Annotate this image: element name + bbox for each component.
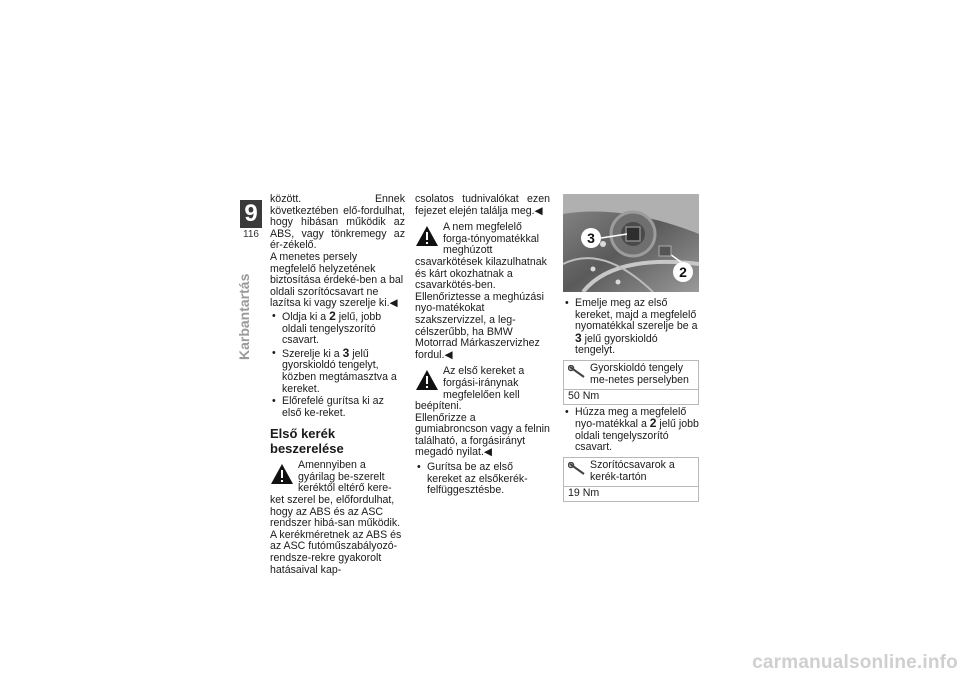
list-item: • Húzza meg a megfelelő nyo-matékkal a 2 jelű jobb oldali tengelyszorító csavart.	[565, 405, 699, 454]
warning-icon	[270, 463, 294, 485]
paragraph: között. Ennek következtében elő-fordulhat, hogy hibásan működik az ABS, vagy tönkremegy az ér-zékelő.	[270, 193, 405, 252]
warning-icon	[415, 369, 439, 391]
list-item: • Előrefelé gurítsa ki az első ke-reket.	[272, 395, 384, 419]
list-item: • Gurítsa be az első kereket az elsőkerék-felfüggesztésbe.	[417, 461, 528, 497]
chapter-number: 9	[240, 200, 262, 228]
side-section-title: Karbantartás	[236, 273, 252, 360]
paragraph: csolatos tudnivalókat ezen fejezet elején találja meg.◀	[415, 193, 550, 217]
text-column-2	[415, 194, 550, 497]
spec-value: 50 Nm	[564, 389, 698, 404]
photo-label-2: 2	[679, 264, 687, 280]
warning-block	[270, 460, 405, 530]
photo-label-3: 3	[587, 230, 595, 246]
paragraph: Ellenőriztesse a meghúzási nyo-matékokat szakszervizzel, a leg-célszerűbb, ha BMW Motorrad Márkaszervizhez fordul.◀	[415, 290, 544, 361]
spec-value: 19 Nm	[564, 486, 698, 501]
warning-text: A nem megfelelő forga-tónyomatékkal meghúzott csavarkötések kilazulhatnak és kárt okozhatnak a csavarkötés-ben.	[415, 221, 547, 292]
warning-block	[415, 222, 550, 292]
wrench-icon	[568, 462, 586, 480]
torque-spec-box	[563, 360, 699, 405]
wheel-axle-photo	[563, 194, 699, 292]
spec-label: Gyorskioldó tengely me-netes perselyben	[590, 361, 689, 386]
watermark: carmanualsonline.info	[752, 652, 958, 673]
warning-text: Amennyiben a gyárilag be-szerelt keréktől eltérő kere-ket szerel be, előfordulhat, hogy az ABS és az ASC rendszer hibá-san működik.	[270, 459, 401, 530]
warning-text: Az első kereket a forgási-iránynak megfelelően kell beépíteni.	[415, 365, 525, 413]
page-number: 116	[243, 229, 259, 240]
torque-spec-box	[563, 457, 699, 502]
section-heading: Első kerék beszerelése	[270, 426, 344, 457]
paragraph: Ellenőrizze a gumiabroncson vagy a felnin található, a forgásirányt megadó nyilat.◀	[415, 411, 550, 459]
warning-icon	[415, 225, 439, 247]
warning-block	[415, 366, 550, 412]
paragraph: A menetes persely megfelelő helyzetének biztosítása érdeké-ben a bal oldali szorítócsavart ne lazítsa ki vagy szerelje ki.◀	[270, 250, 404, 310]
text-column-3	[563, 194, 699, 504]
wrench-icon	[568, 365, 586, 383]
list-item: • Emelje meg az első kereket, majd a megfelelő nyomatékkal szerelje be a 3 jelű gyorskioldó tengelyt.	[565, 297, 698, 357]
paragraph: A kerékméretnek az ABS és az ASC futóműszabályozó-rendsze-rekre gyakorolt hatásaival kap-	[270, 528, 402, 576]
list-item: • Oldja ki a 2 jelű, jobb oldali tengelyszorító csavart.	[272, 308, 382, 347]
text-column-1	[270, 194, 405, 576]
spec-label: Szorítócsavarok a kerék-tartón	[590, 458, 675, 483]
list-item: • Szerelje ki a 3 jelű gyorskioldó tengelyt, közben megtámasztva a kereket.	[272, 345, 397, 395]
